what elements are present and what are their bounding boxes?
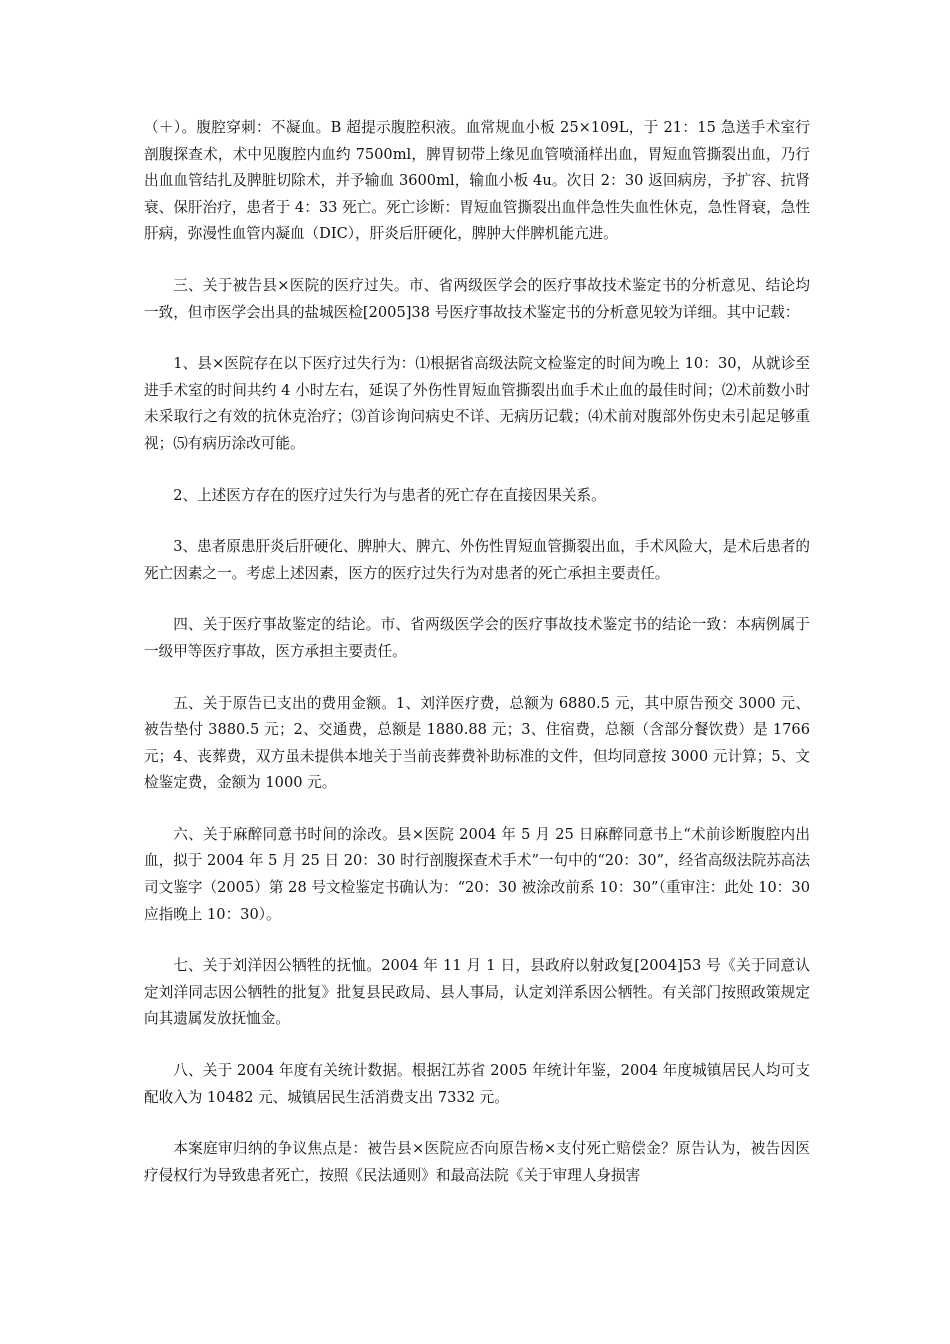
paragraph-causation: 2、上述医方存在的医疗过失行为与患者的死亡存在直接因果关系。 [173,486,606,504]
paragraph-case-surgery: （＋）。腹腔穿刺：不凝血。B 超提示腹腔积液。血常规血小板 25×109L，于 21：15 急送手术室行剖腹探查术，术中见腹腔内血约 7500ml，脾胃韧带上缘见血管喷涌样出血，胃短血管撕裂出血，乃行出血血管结扎及脾脏切除术，并予输血 3600ml，输血小板 4u。次日 2：30 返回病房，予扩容、抗肾衰、保肝治疗，患者于 4：33 死亡。死亡诊断：胃短血管撕裂出血伴急性失血性休克，急性肾衰，急性肝病，弥漫性血管内凝血（DIC），肝炎后肝硬化，脾肿大伴脾机能亢进。 [144,119,810,243]
document-body [144,115,810,1189]
paragraph-section-four: 四、关于医疗事故鉴定的结论。市、省两级医学会的医疗事故技术鉴定书的结论一致：本病例属于一级甲等医疗事故，医方承担主要责任。 [144,616,810,660]
paragraph-fault-list: 1、县×医院存在以下医疗过失行为：⑴根据省高级法院文检鉴定的时间为晚上 10：30，从就诊至进手术室的时间共约 4 小时左右，延误了外伤性胃短血管撕裂出血手术止血的最佳时间；⑵术前数小时未采取行之有效的抗休克治疗；⑶首诊询问病史不详、无病历记载；⑷术前对腹部外伤史未引起足够重视；⑸有病历涂改可能。 [144,355,810,452]
paragraph-section-eight: 八、关于 2004 年度有关统计数据。根据江苏省 2005 年统计年鉴，2004 年度城镇居民人均可支配收入为 10482 元、城镇居民生活消费支出 7332 元。 [144,1062,810,1106]
paragraph-section-seven: 七、关于刘洋因公牺牲的抚恤。2004 年 11 月 1 日，县政府以射政复[2004]53 号《关于同意认定刘洋同志因公牺牲的批复》批复县民政局、县人事局，认定刘洋系因公牺牲。有关部门按照政策规定向其遗属发放抚恤金。 [144,957,810,1028]
paragraph-section-three: 三、关于被告县×医院的医疗过失。市、省两级医学会的医疗事故技术鉴定书的分析意见、结论均一致，但市医学会出具的盐城医检[2005]38 号医疗事故技术鉴定书的分析意见较为详细。其中记载： [144,276,810,321]
paragraph-section-five: 五、关于原告已支出的费用金额。1、刘洋医疗费，总额为 6880.5 元，其中原告预交 3000 元、被告垫付 3880.5 元；2、交通费，总额是 1880.88 元；3、住宿费，总额（含部分餐饮费）是 1766 元；4、丧葬费，双方虽未提供本地关于当前丧葬费补助标准的文件，但均同意按 3000 元计算；5、文检鉴定费，金额为 1000 元。 [144,694,810,792]
paragraph-risk-factors: 3、患者原患肝炎后肝硬化、脾肿大、脾亢、外伤性胃短血管撕裂出血，手术风险大，是术后患者的死亡因素之一。考虑上述因素，医方的医疗过失行为对患者的死亡承担主要责任。 [144,538,811,582]
paragraph-dispute-focus: 本案庭审归纳的争议焦点是：被告县×医院应否向原告杨×支付死亡赔偿金？原告认为，被告因医疗侵权行为导致患者死亡，按照《民法通则》和最高法院《关于审理人身损害 [144,1140,810,1184]
paragraph-section-six: 六、关于麻醉同意书时间的涂改。县×医院 2004 年 5 月 25 日麻醉同意书上“术前诊断腹腔内出血，拟于 2004 年 5 月 25 日 20：30 时行剖腹探查术手术”一句中的“20：30”，经省高级法院苏高法司文鉴字（2005）第 28 号文检鉴定书确认为：“20：30 被涂改前系 10：30”（重审注：此处 10：30 应指晚上 10：30）。 [144,825,810,923]
